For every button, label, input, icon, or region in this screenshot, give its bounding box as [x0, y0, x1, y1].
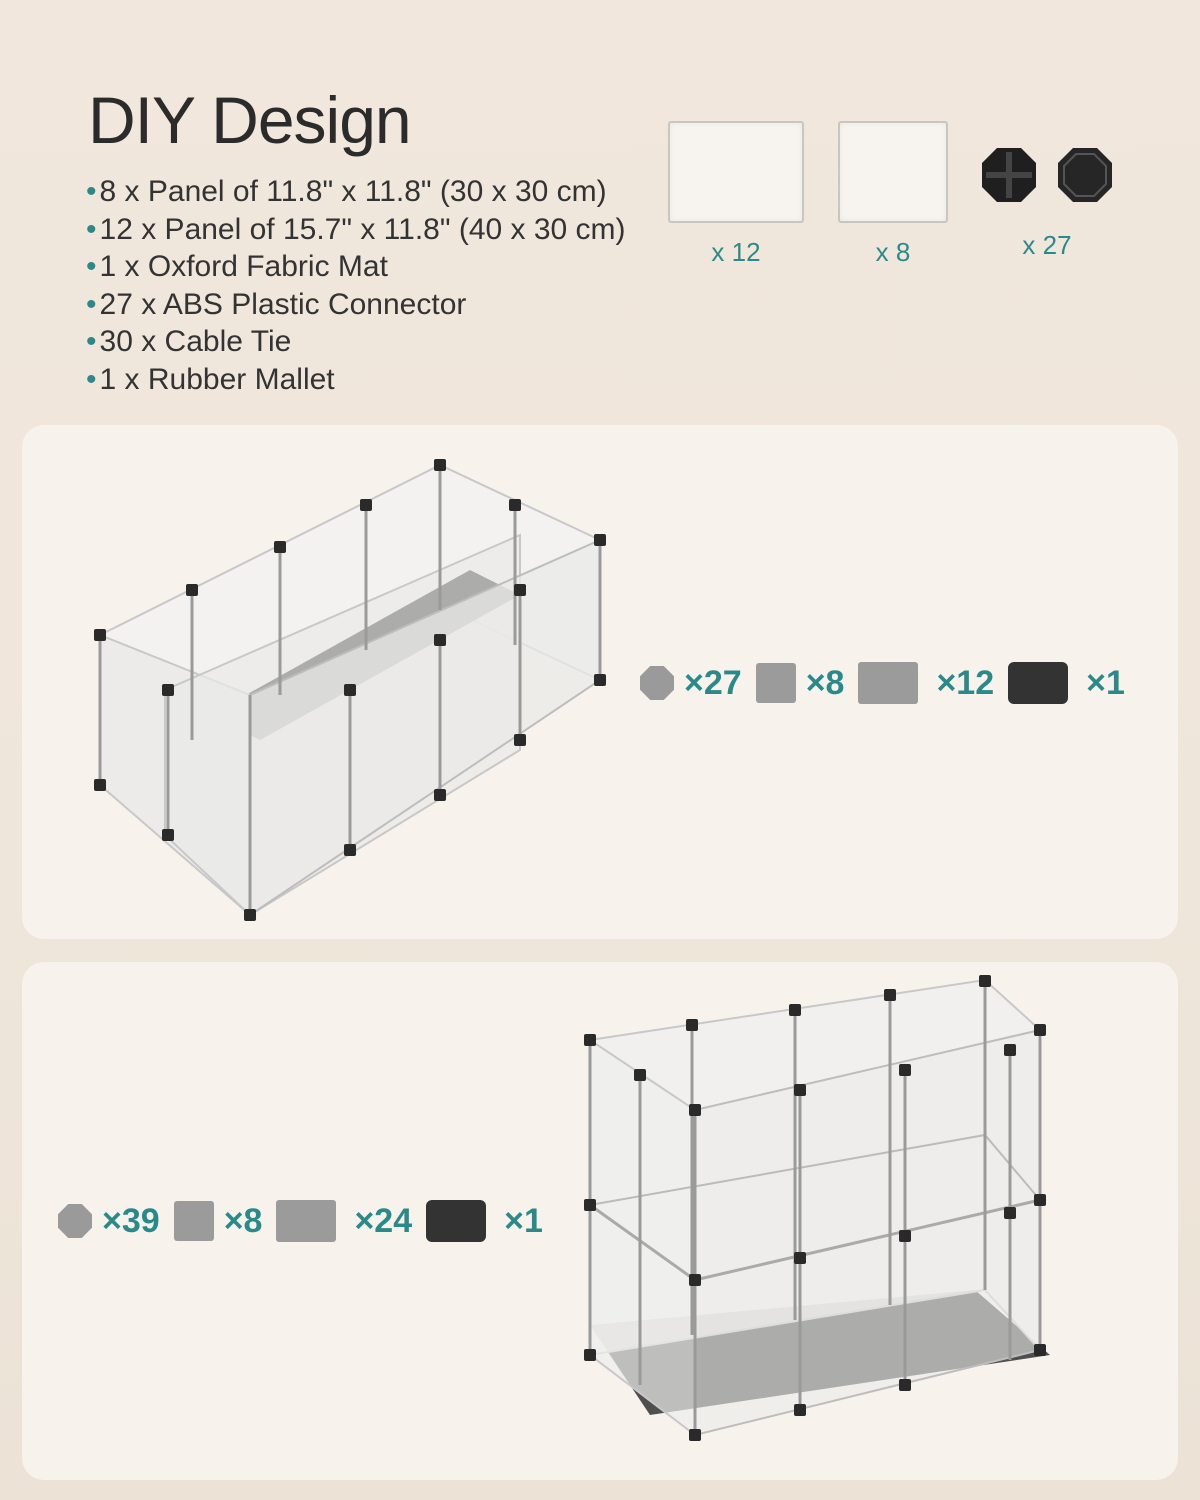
small-panel-icon: [756, 663, 796, 703]
mat-icon: [426, 1200, 486, 1242]
part-count: x 12: [711, 237, 761, 267]
large-panel-icon: [858, 662, 918, 704]
page-title: DIY Design: [88, 83, 411, 157]
connector-count: ×27: [684, 663, 742, 702]
small-panel-icon: [838, 121, 948, 223]
large-panel-count: ×12: [936, 663, 995, 702]
bullet-icon: •: [86, 250, 97, 283]
large-panel-icon: [276, 1200, 336, 1242]
bullet-icon: •: [86, 212, 97, 246]
part-connector: [980, 140, 1114, 261]
mat-icon: [1008, 662, 1068, 704]
bullet-icon: •: [86, 362, 97, 396]
part-small-panel: [838, 121, 948, 268]
pen-illustration-1: [80, 455, 620, 930]
small-panel-count: ×8: [223, 1201, 263, 1240]
part-count: x 27: [1022, 230, 1072, 260]
small-panel-count: ×8: [805, 663, 845, 702]
spec-item: • 27 x ABS Plastic Connector: [86, 287, 467, 321]
large-panel-icon: [668, 121, 804, 223]
bullet-icon: •: [86, 325, 97, 358]
spec-item: • 8 x Panel of 11.8" x 11.8" (30 x 30 cm): [86, 175, 607, 208]
small-panel-icon: [174, 1201, 214, 1241]
connector-icon: [58, 1204, 92, 1238]
connector-count: ×39: [102, 1201, 160, 1240]
mat-count: ×1: [1086, 663, 1125, 702]
part-count: x 8: [875, 237, 911, 267]
spec-item: • 1 x Oxford Fabric Mat: [86, 250, 388, 283]
spec-item: • 12 x Panel of 15.7" x 11.8" (40 x 30 cm): [86, 212, 626, 246]
connector-icon: [640, 666, 674, 700]
mat-count: ×1: [504, 1201, 543, 1240]
bullet-icon: •: [86, 175, 97, 208]
spec-item: • 1 x Rubber Mallet: [86, 362, 335, 396]
connector-icon: [980, 140, 1114, 210]
configuration-2-legend: [58, 1200, 557, 1242]
spec-item: • 30 x Cable Tie: [86, 325, 292, 358]
connector-icon: [980, 146, 1038, 204]
bullet-icon: •: [86, 287, 97, 321]
large-panel-count: ×24: [354, 1201, 413, 1240]
configuration-1-legend: [640, 662, 1139, 704]
part-large-panel: [668, 121, 804, 268]
spec-list: [86, 173, 626, 398]
connector-icon: [1056, 146, 1114, 204]
pen-illustration-2: [580, 975, 1120, 1465]
